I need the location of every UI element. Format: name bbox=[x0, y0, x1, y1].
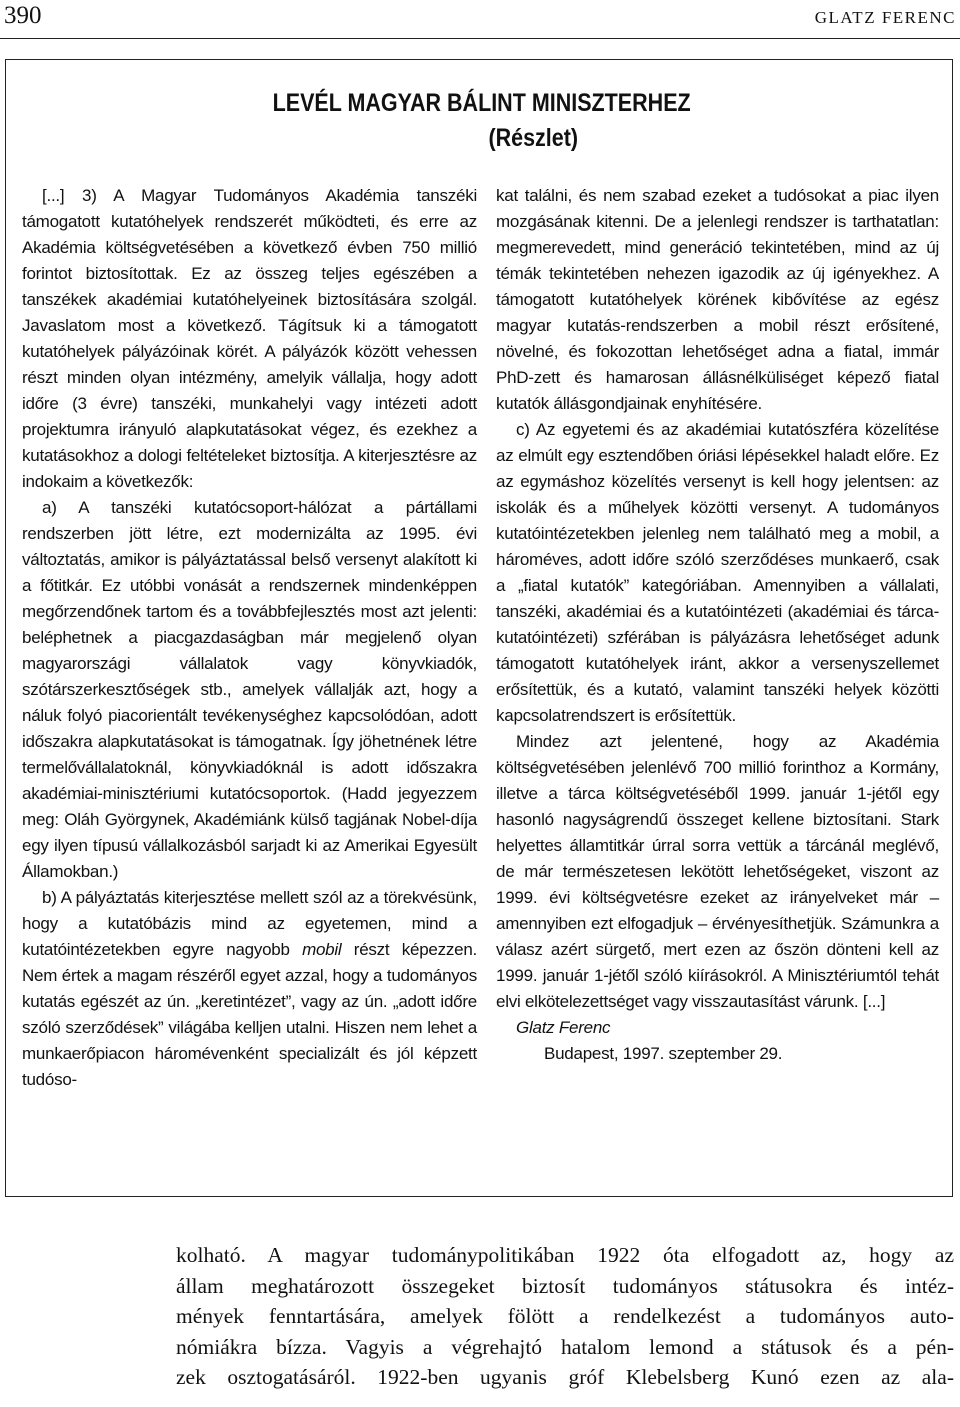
header-rule bbox=[0, 38, 960, 39]
letter-text: részt képezzen. Nem értek a magam részéről egyet azzal, hogy a tudományos kutatás egészét az ún. „keretintézet”, vagy az ún. „adott időre szóló szerződések” világába kelljen utalni. Hiszen nem lehet a munkaerőpiacon háromévenként specializált és jól képzett tudóso- bbox=[22, 940, 477, 1089]
letter-left-column bbox=[22, 183, 477, 1093]
letter-paragraph: a) A tanszéki kutatócsoport-hálózat a pártállami rendszerben jött létre, ezt modernizálta az 1995. évi változtatás, amikor is pályáztatással belső versenyt alakított ki a főtitkár. Ez utóbbi vonását a rendszernek mindenképpen megőrzendőnek tartom és a továbbfejlesztés most azt jelenti: beléphetnek a piacgazdaságban már megjelenő olyan magyarországi vállalatok vagy könyvkiadók, szótárszerkesztőségek stb., amelyek vállalják azt, hogy a náluk folyó piacorientált tevékenységhez kapcsolódóan, adott időszakra alapkutatásokat is támogatnak. Így jöhetnének létre termelővállalatoknál, könyvkiadóknál is adott időszakra akadémiai-minisztériumi kutatócsoportok. (Hadd jegyezzem meg: Oláh Györgynek, Akadémiánk külső tagjának Nobel-díja egy ilyen típusú vállalkozásból sarjadt ki az Amerikai Egyesült Államokban.) bbox=[22, 498, 477, 881]
letter-right-column bbox=[496, 183, 939, 1067]
body-line: mények fenntartására, amelyek fölött a rendelkezést a tudományos auto- bbox=[176, 1304, 954, 1329]
letter-paragraph bbox=[22, 885, 477, 1093]
letter-text: b) A pályáztatás kiterjesztése mellett szól az a törekvésünk, hogy a kutatóbázis mind az egyetemen, mind a kutatóintézetekben egyre nagyobb bbox=[22, 888, 477, 959]
running-author: GLATZ FERENC bbox=[814, 8, 956, 27]
letter-subtitle: (Részlet) bbox=[488, 124, 579, 152]
page-number: 390 bbox=[4, 2, 42, 29]
letter-paragraph: c) Az egyetemi és az akadémiai kutatószféra közelítése az elmúlt egy esztendőben óriási lépésekkel haladt előre. Ez az egymáshoz közelítés versenyt is kell hogy jelentsen: az iskolák és a műhelyek közötti versenyt. A tudományos kutatóintézetekben jelenleg nem található meg a mobil, a hároméves, adott időre szóló szerződéses munkaerő, csak a „fiatal kutatók” kategóriában. Amennyiben a vállalati, tanszéki, akadémiai és a kutatóintézeti (akadémiai és tárca-kutatóintézeti) szférában is pályázásra lehetőséget adunk támogatott kutatóhelyek iránt, akkor a versenyszellemet erősítettük, és a kutató, valamint tanszéki helyek közötti kapcsolatrendszert is erősítettük. bbox=[496, 420, 939, 725]
letter-box bbox=[5, 59, 953, 1197]
letter-paragraph: Mindez azt jelentené, hogy az Akadémia költségvetésében jelenlévő 700 millió forinthoz a Kormány, illetve a tárca költségvetéséből 1999. január 1-jétől egy hasonló nagyságrendű összeget kellene biztosítani. Stark helyettes államtitkár úrral sorra vettük a tárcánál meglévő, de már természetesen lekötött lehetőségeket, viszont az 1999. évi költségvetésre ezeket az irányelveket már – amennyiben ezt elfogadjuk – érvényesíthetjük. Számunkra a válasz azért sürgető, mert ezen az őszön dönteni kell az 1999. január 1-jétől szóló kiírásokról. A Minisztériumtól tehát elvi elkötelezettséget vagy visszautasítást várunk. [...] bbox=[496, 732, 939, 1011]
body-line: zek osztogatásáról. 1922-ben ugyanis gróf Klebelsberg Kunó ezen az ala- bbox=[176, 1365, 954, 1390]
body-text bbox=[0, 1240, 960, 1400]
body-line: kolható. A magyar tudománypolitikában 1922 óta elfogadott az, hogy az bbox=[176, 1243, 954, 1267]
letter-paragraph: [...] 3) A Magyar Tudományos Akadémia tanszéki támogatott kutatóhelyek rendszerét működteti, és erre az Akadémia költségvetésében a következő évben 750 millió forintot biztosítottak. Ez az összeg teljes egészében a tanszékek akadémiai kutatóhelyeinek biztosítására szolgál. Javaslatom most a következő. Tágítsuk ki a támogatott kutatóhelyek pályázóinak körét. A pályázók között vehessen részt minden olyan intézmény, amelyik vállalja, hogy adott időre (3 évre) tanszéki, munkahelyi vagy intézeti adott projektumra irányuló alapkutatásokat végez, és ezekhez a kutatásokhoz a dologi feltételeket biztosítja. A kiterjesztésre az indokaim a következők: bbox=[22, 186, 477, 491]
letter-paragraph: kat találni, és nem szabad ezeket a tudósokat a piac ilyen mozgásának kitenni. De a jelenlegi rendszer is tarthatatlan: megmerevedett, mind generáció tekintetében, mind az új témák tekintetében nehezen igazodik az új igényekhez. A támogatott kutatóhelyek körének kibővítése az egész magyar kutatás-rendszerben a mobil részt erősítené, növelné, és fokozottan lehetőséget adna a fiatal, immár PhD-zett és hamarosan állásnélküliséget képező fiatal kutatók állásgondjainak enyhítésére. bbox=[496, 186, 939, 413]
letter-title-line: LEVÉL MAGYAR BÁLINT MINISZTERHEZ bbox=[272, 89, 691, 117]
signature: Glatz Ferenc bbox=[516, 1018, 611, 1037]
body-line: állam meghatározott összegeket biztosít tudományos státusokra és intéz- bbox=[176, 1273, 954, 1298]
body-line: nómiákra bízza. Vagyis a végrehajtó hatalom lemond a státusok és a pén- bbox=[176, 1334, 954, 1359]
emphasis-text: mobil bbox=[302, 940, 342, 959]
letter-title bbox=[75, 86, 889, 156]
running-head bbox=[0, 2, 960, 42]
dateline: Budapest, 1997. szeptember 29. bbox=[544, 1044, 783, 1063]
